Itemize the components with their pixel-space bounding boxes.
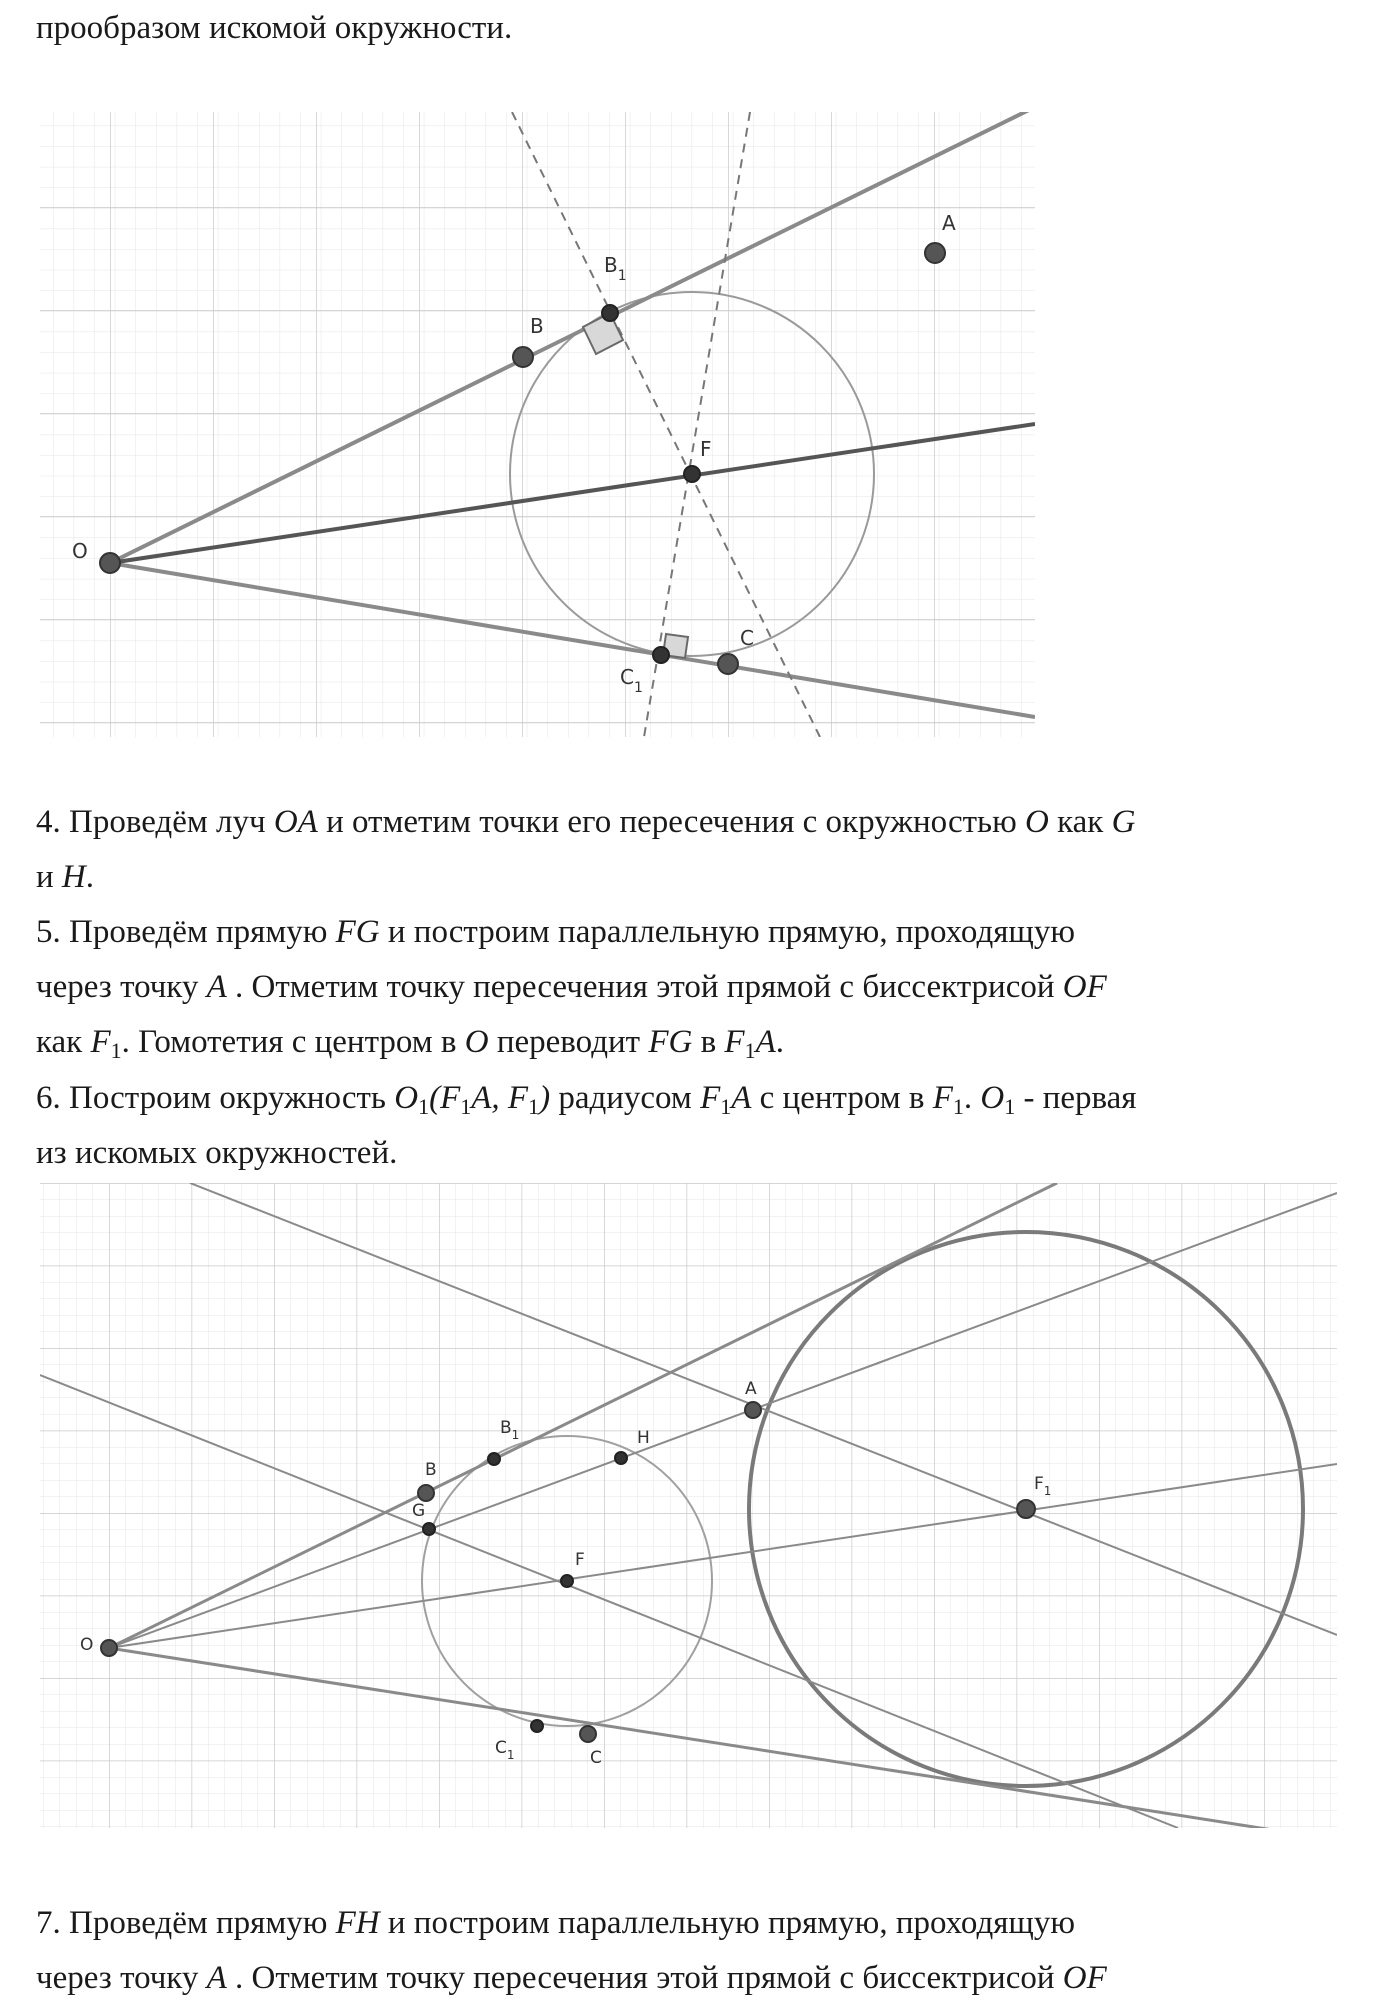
point-g — [423, 1523, 435, 1535]
figure-1 — [40, 112, 1035, 737]
point-f1 — [1017, 1500, 1035, 1518]
point-o — [101, 1640, 117, 1656]
point-f — [561, 1575, 573, 1587]
step-6-line-2: из искомых окружностей. — [36, 1135, 398, 1171]
label-c1: $C_1$ — [495, 1738, 515, 1762]
label-b: B — [425, 1460, 437, 1480]
label-g: G — [412, 1501, 426, 1521]
label-b1: $B_1$ — [500, 1418, 520, 1442]
point-o — [100, 553, 120, 573]
label-o: O — [80, 1635, 94, 1655]
label-b1: $B_1$ — [604, 253, 627, 284]
label-c: C — [740, 626, 754, 650]
point-c1 — [653, 647, 669, 663]
point-b — [513, 347, 533, 367]
step-4-line-1: 4. Проведём луч OA и отметим точки его пересечения с окружностью O как G — [36, 804, 1136, 840]
label-a: A — [942, 211, 956, 235]
point-b1 — [488, 1453, 500, 1465]
label-a: A — [745, 1379, 757, 1399]
point-c — [580, 1726, 596, 1742]
step-4-line-2: и H. — [36, 859, 95, 895]
point-a — [925, 243, 945, 263]
point-b — [418, 1485, 434, 1501]
label-o: O — [72, 539, 88, 563]
label-f: F — [575, 1550, 585, 1570]
step-5-line-1: 5. Проведём прямую FG и построим параллельную прямую, проходящую — [36, 914, 1075, 950]
label-f1: $F_1$ — [1034, 1474, 1052, 1498]
step-6-line-1: 6. Построим окружность $O_1(F_1A$, $F_1$) радиусом $F_1A$ с центром в $F_1$. $O_1$ - первая — [36, 1080, 1137, 1119]
grid-major — [40, 112, 1035, 737]
step-5-line-3: как $F_1$. Гомотетия с центром в O переводит FG в $F_1A$. — [36, 1024, 785, 1063]
point-a — [745, 1402, 761, 1418]
point-f — [684, 466, 700, 482]
step-7-line-1: 7. Проведём прямую FH и построим параллельную прямую, проходящую — [36, 1905, 1075, 1941]
point-b1 — [602, 305, 618, 321]
grid-major — [40, 1183, 1337, 1828]
point-c — [718, 654, 738, 674]
label-h: H — [637, 1428, 650, 1448]
label-f: F — [700, 437, 712, 461]
figure-2 — [40, 1183, 1337, 1828]
step-5-line-2: через точку A . Отметим точку пересечения этой прямой с биссектрисой OF — [36, 969, 1107, 1005]
text-top: прообразом искомой окружности. — [36, 10, 513, 46]
point-h — [615, 1452, 627, 1464]
step-7-line-2: через точку A . Отметим точку пересечения этой прямой с биссектрисой OF — [36, 1960, 1107, 1996]
label-c1: $C_1$ — [620, 665, 643, 696]
point-c1 — [531, 1720, 543, 1732]
label-c: C — [590, 1748, 602, 1768]
label-b: B — [530, 314, 544, 338]
